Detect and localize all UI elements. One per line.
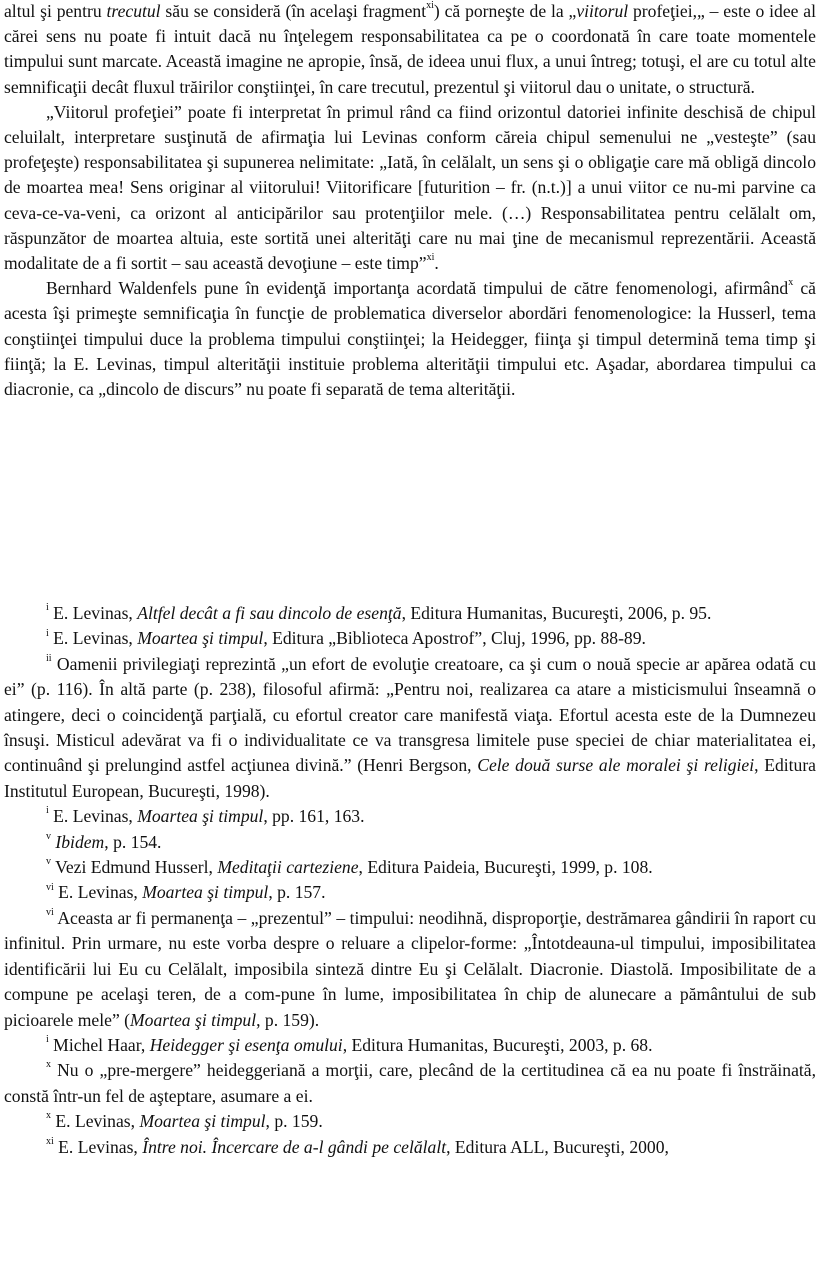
text-run: altul şi pentru bbox=[4, 1, 107, 21]
footnote-text: , Editura Humanitas, Bucureşti, 2006, p. 95. bbox=[401, 603, 712, 623]
footnote bbox=[4, 1109, 816, 1134]
footnote-text: Nu o „pre-mergere” heideggeriană a morţii, care, plecând de la certitudinea că ea nu poate fi înstrăinată, constă într-un fel de aşteptare, asumare a ei. bbox=[4, 1060, 816, 1106]
footnote-number: v bbox=[46, 856, 51, 868]
paragraph-1 bbox=[4, 0, 816, 100]
footnote-marker: xi bbox=[426, 252, 435, 264]
footnote-text: E. Levinas, bbox=[53, 882, 143, 903]
footnote-title: Moartea şi timpul bbox=[137, 628, 264, 649]
footnote bbox=[4, 601, 816, 626]
footnote-text: , p. 159). bbox=[256, 1009, 320, 1030]
footnote-title: Meditaţii carteziene bbox=[217, 857, 359, 878]
footnote-text: , Editura Paideia, Bucureşti, 1999, p. 108. bbox=[358, 857, 653, 878]
footnote bbox=[4, 1033, 816, 1058]
footnote-text: , Editura Institutul European, Bucureşti, 1998). bbox=[4, 755, 816, 801]
footnote bbox=[4, 1058, 816, 1109]
footnote-text: , Editura „Biblioteca Apostrof”, Cluj, 1996, pp. 88-89. bbox=[263, 628, 646, 649]
paragraph-2 bbox=[4, 100, 816, 276]
footnote-marker: xi bbox=[426, 0, 434, 12]
footnote-number: i bbox=[46, 805, 49, 817]
footnote-text: , Editura Humanitas, Bucureşti, 2003, p. 68. bbox=[342, 1034, 653, 1055]
footnote-text: E. Levinas, bbox=[48, 628, 138, 649]
footnote-title: Moartea şi timpul bbox=[130, 1009, 257, 1030]
footnote-number: i bbox=[46, 627, 49, 639]
text-run: profeţiei,„ – este o idee al cărei sens nu poate fi intuit dacă nu înţelegem responsabilitatea ca pe o coordonată în care toate momentele timpului sunt marcate. Această imagine ne apropie, însă, de ideea unui flux, a unui întreg; totuşi, el are cu totul alte semnificaţii decât fluxul trăirilor conştiinţei, în care trecutul, prezentul şi viitorul dau o unitate, o structură. bbox=[4, 1, 816, 97]
footnote-title: Moartea şi timpul bbox=[139, 1111, 266, 1132]
paragraph-3 bbox=[4, 276, 816, 402]
footnote-text: E. Levinas, bbox=[51, 1111, 140, 1132]
main-text bbox=[4, 0, 816, 402]
italic-run: trecutul bbox=[106, 1, 161, 21]
footnote bbox=[4, 906, 816, 1033]
footnote-text: Aceasta ar fi permanenţa – „prezentul” – timpului: neodihnă, disproporţie, destrămarea gândirii în raport cu infinitul. Prin urmare, nu este vorba despre o reluare a clipelor-forme: „Întotdeauna-ul timpului, imposibilitatea identificării lui Eu cu Celălalt, imposibila sinteză dintre Eu şi Celălalt. Diacronie. Diastolă. Imposibilitate de a compune pe acelaşi teren, de a com-pune în lume, imposibilitatea în chip de alunecare a pământului de sub picioarele mele” ( bbox=[4, 907, 816, 1030]
footnote bbox=[4, 830, 816, 855]
footnote-number: ii bbox=[46, 652, 52, 664]
footnote-text: E. Levinas, bbox=[48, 806, 138, 827]
footnote-text: , p. 159. bbox=[265, 1111, 323, 1132]
footnote-number: x bbox=[46, 1110, 51, 1122]
footnote-title: Moartea şi timpul bbox=[137, 806, 264, 827]
text-run: său se consideră (în acelaşi fragment bbox=[160, 1, 427, 21]
footnote-text: E. Levinas, bbox=[53, 1136, 143, 1157]
footnote-number: vi bbox=[46, 881, 54, 893]
footnote-number: vi bbox=[46, 907, 54, 919]
text-run: ) că porneşte de la „ bbox=[433, 1, 577, 21]
footnote bbox=[4, 804, 816, 829]
footnote-title: Între noi. Încercare de a-l gândi pe celălalt bbox=[142, 1136, 447, 1157]
italic-run: viitorul bbox=[576, 1, 629, 21]
footnote-title: Altfel decât a fi sau dincolo de esenţă bbox=[137, 603, 402, 623]
footnote-title: Ibidem bbox=[55, 831, 105, 852]
footnote-number: i bbox=[46, 1034, 49, 1046]
footnote bbox=[4, 855, 816, 880]
text-run: Bernhard Waldenfels pune în evidenţă importanţa acordată timpului de către fenomenologi, afirmând bbox=[46, 278, 789, 299]
footnote-title: Moartea şi timpul bbox=[142, 882, 269, 903]
footnote bbox=[4, 880, 816, 905]
footnote-text: , p. 157. bbox=[268, 882, 326, 903]
footnote-number: x bbox=[46, 1059, 51, 1071]
footnote-text: E. Levinas, bbox=[48, 603, 138, 623]
footnote-text: , pp. 161, 163. bbox=[263, 806, 365, 827]
text-run: că acesta îşi primeşte semnificaţia în funcţie de problematica diverselor abordări fenomenologice: la Husserl, tema conştiinţei timpului duce la problema timpului conştiinţei; la Heidegger, fiinţa şi timpul determină tema timp şi fiinţă; la E. Levinas, timpul alterităţii instituie problema alterităţii timpului etc. Aşadar, abordarea timpului ca diacronie, ca „dincolo de discurs” nu poate fi separată de tema alterităţii. bbox=[4, 278, 816, 400]
page bbox=[4, 0, 816, 402]
footnote-text: , Editura ALL, Bucureşti, 2000, bbox=[446, 1136, 669, 1157]
text-run: „Viitorul profeţiei” poate fi interpretat în primul rând ca fiind orizontul datoriei infinite deschisă de chipul celuilalt, interpretare susţinută de afirmaţia lui Levinas conform căreia chipul semenului ne „vesteşte” (sau profeţeşte) responsabilitatea şi supunerea nelimitate: „Iată, în celălalt, un sens şi o obligaţie care mă obligă dincolo de moartea mea! Sens originar al viitorului! Viitorificare [futurition – fr. (n.t.)] a unui viitor ce nu-mi parvine ca ceva-ce-va-veni, ca orizont al anticipărilor sau protenţiilor mele. (…) Responsabilitatea pentru celălalt om, răspunzător de moartea altuia, este sortită unei alterităţi care nu mai ţine de mecanismul reprezentării. Această modalitate de a fi sortit – sau această devoţiune – este timp” bbox=[4, 101, 816, 274]
footnote-title: Heidegger şi esenţa omului bbox=[149, 1034, 343, 1055]
footnotes bbox=[4, 601, 816, 1160]
text-run: . bbox=[434, 253, 439, 274]
footnote-text: Vezi Edmund Husserl, bbox=[51, 857, 218, 878]
footnote-marker: x bbox=[788, 277, 794, 289]
footnote-text: Michel Haar, bbox=[48, 1034, 150, 1055]
footnote bbox=[4, 1135, 816, 1160]
footnote-number: i bbox=[46, 602, 49, 614]
footnote-title: Cele două surse ale moralei şi religiei bbox=[477, 755, 755, 776]
footnote bbox=[4, 652, 816, 804]
footnote-number: v bbox=[46, 830, 51, 842]
footnote bbox=[4, 626, 816, 651]
footnote-number: xi bbox=[46, 1135, 54, 1147]
footnote-text: , p. 154. bbox=[104, 831, 162, 852]
footnote-text: Oamenii privilegiaţi reprezintă „un efort de evoluţie creatoare, ca şi cum o nouă specie ar apărea odată cu ei” (p. 116). În altă parte (p. 238), filosoful afirmă: „Pentru noi, realizarea ca atare a misticismului înseamnă o atingere, deci o coincidenţă parţială, cu efortul creator care manifestă viaţa. Efortul acesta este de la Dumnezeu însuşi. Misticul adevărat va fi o individualitate ce va transgresa limitele puse speciei de chiar materialitatea ei, continuând şi prelungind astfel acţiunea divină.” (Henri Bergson, bbox=[4, 653, 816, 776]
